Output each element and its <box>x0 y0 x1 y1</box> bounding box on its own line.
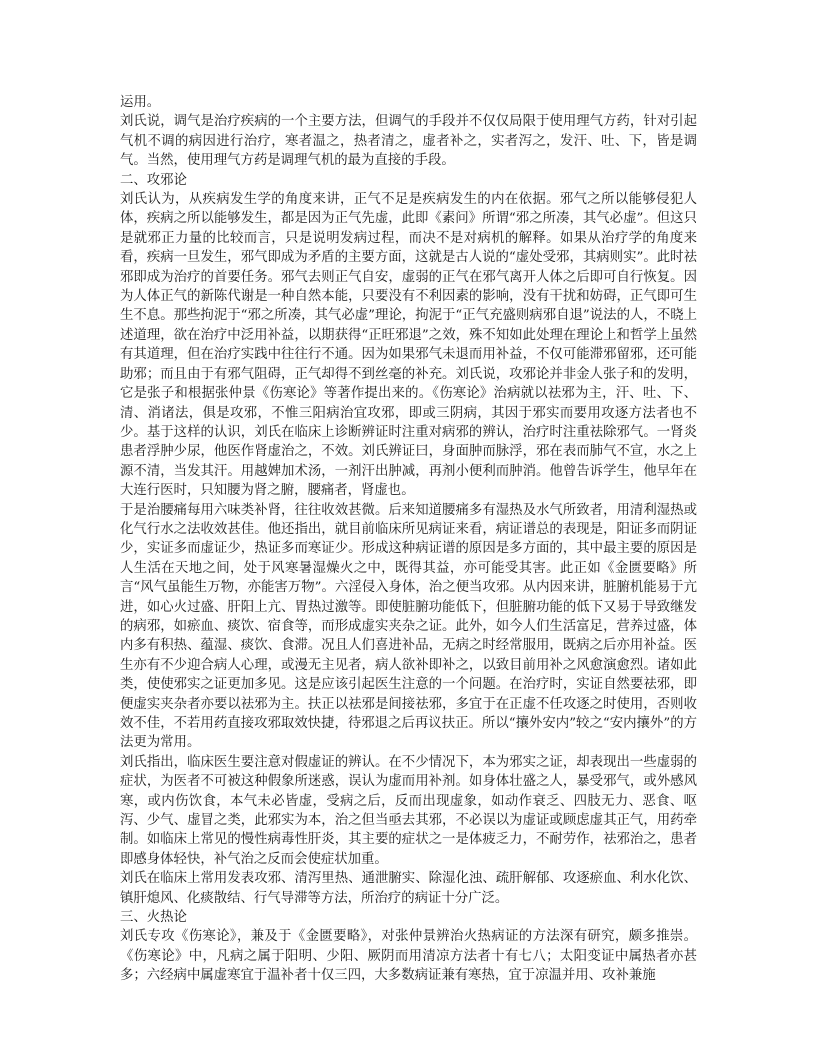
document-page <box>120 93 697 986</box>
paragraph-tiaoqi: 刘氏说，调气是治疗疾病的一个主要方法，但调气的手段并不仅仅局限于使用理气方药，针对引起气机不调的病因进行治疗，寒者温之，热者清之，虚者补之，实者泻之，发汗、吐、下，皆是调气。当然，使用理气方药是调理气机的最为直接的手段。 <box>120 114 697 169</box>
section-heading-gongxie: 二、攻邪论 <box>120 172 187 188</box>
paragraph-intro-end: 运用。 <box>120 95 161 110</box>
paragraph-huore-theory: 刘氏专攻《伤寒论》，兼及于《金匮要略》，对张仲景辨治火热病证的方法深有研究，颇多推崇。《伤寒论》中，凡病之属于阳明、少阳、厥阴而用清凉方法者十有七八；太阳变证中属热者亦甚多；六经病中属虚寒宜于温补者十仅三四，大多数病证兼有寒热，宜于凉温并用、攻补兼施 <box>120 929 697 984</box>
paragraph-methods: 刘氏在临床上常用发表攻邪、清泻里热、通泄腑实、除湿化浊、疏肝解郁、攻逐瘀血、利水化饮、镇肝熄风、化痰散结、行气导滞等方法，所治疗的病证十分广泛。 <box>120 871 697 906</box>
paragraph-false-deficiency: 刘氏指出，临床医生要注意对假虚证的辨认。在不少情况下，本为邪实之证，却表现出一些虚弱的症状，为医者不可被这种假象所迷惑，误认为虚而用补剂。如身体壮盛之人，暴受邪气，或外感风寒，或内伤饮食，本气未必皆虚，受病之后，反而出现虚象，如动作衰乏、四肢无力、恶食、呕泻、少气、虚冒之类，此邪实为本，治之但当亟去其邪，不必误以为虚证或顾虑虚其正气，用药牵制。如临床上常见的慢性病毒性肝炎，其主要的症状之一是体疲乏力，不耐劳作，祛邪治之，患者即感身体轻快，补气治之反而会使症状加重。 <box>120 754 697 867</box>
paragraph-lumbago: 于是治腰痛每用六味类补肾，往往收效甚微。后来知道腰痛多有湿热及水气所致者，用清利湿热或化气行水之法收效甚佳。他还指出，就目前临床所见病证来看，病证谱总的表现是，阳证多而阴证少，实证多而虚证少，热证多而寒证少。形成这种病证谱的原因是多方面的，其中最主要的原因是人生活在天地之间，处于风寒暑湿燥火之中，既得其益，亦可能受其害。此正如《金匮要略》所言“风气虽能生万物，亦能害万物”。六淫侵入身体，治之便当攻邪。从内因来讲，脏腑机能易于亢进，如心火过盛、肝阳上亢、胃热过激等。即使脏腑功能低下，但脏腑功能的低下又易于导致继发的病邪，如瘀血、痰饮、宿食等，而形成虚实夹杂之证。此外，如今人们生活富足，营养过盛，体内多有积热、蕴湿、痰饮、食滞。况且人们喜进补品，无病之时经常服用，既病之后亦用补益。医生亦有不少迎合病人心理，或漫无主见者，病人欲补即补之，以致目前用补之风愈演愈烈。诸如此类，使使邪实之证更加多见。这是应该引起医生注意的一个问题。在治疗时，实证自然要祛邪，即便虚实夹杂者亦要以祛邪为主。扶正以祛邪是间接祛邪，多宜于在正虚不任攻逐之时使用，否则收效不佳，不若用药直接攻邪取效快捷，待邪退之后再议扶正。所以“攘外安内”较之“安内攘外”的方法更为常用。 <box>120 502 697 751</box>
section-heading-huore: 三、火热论 <box>120 910 187 926</box>
paragraph-gongxie-theory: 刘氏认为，从疾病发生学的角度来讲，正气不足是疾病发生的内在依据。邪气之所以能够侵犯人体，疾病之所以能够发生，都是因为正气先虚，此即《素问》所谓“邪之所凑，其气必虚”。但这只是就邪正力量的比较而言，只是说明发病过程，而决不是对病机的解释。如果从治疗学的角度来看，疾病一旦发生，邪气即成为矛盾的主要方面，这就是古人说的“虚处受邪，其病则实”。此时祛邪即成为治疗的首要任务。邪气去则正气自安，虚弱的正气在邪气离开人体之后即可自行恢复。因为人体正气的新陈代谢是一种自然本能，只要没有不利因素的影响，没有干扰和妨碍，正气即可生生不息。那些拘泥于“邪之所凑，其气必虚”理论，拘泥于“正气充盛则病邪自退”说法的人，不晓上述道理，欲在治疗中泛用补益，以期获得“正旺邪退”之效，殊不知如此处理在理论上和哲学上虽然有其道理，但在治疗实践中往往行不通。因为如果邪气未退而用补益，不仅可能滞邪留邪，还可能助邪；而且由于有邪气阻碍，正气却得不到丝毫的补充。刘氏说，攻邪论并非金人张子和的发明，它是张子和根据张仲景《伤寒论》等著作提出来的。《伤寒论》治病就以祛邪为主，汗、吐、下、清、消诸法，俱是攻邪，不惟三阳病治宜攻邪，即或三阴病，其因于邪实而要用攻逐方法者也不少。基于这样的认识，刘氏在临床上诊断辨证时注重对病邪的辨认，治疗时注重祛除邪气。一肾炎患者浮肿少尿，他医作肾虚治之，不效。刘氏辨证曰，身面肿而脉浮，邪在表而肺气不宣，水之上源不清，当发其汗。用越婢加术汤，一剂汗出肿减，再剂小便利而肿消。他曾告诉学生，他早年在大连行医时，只知腰为肾之腑，腰痛者，肾虚也。 <box>120 192 697 499</box>
